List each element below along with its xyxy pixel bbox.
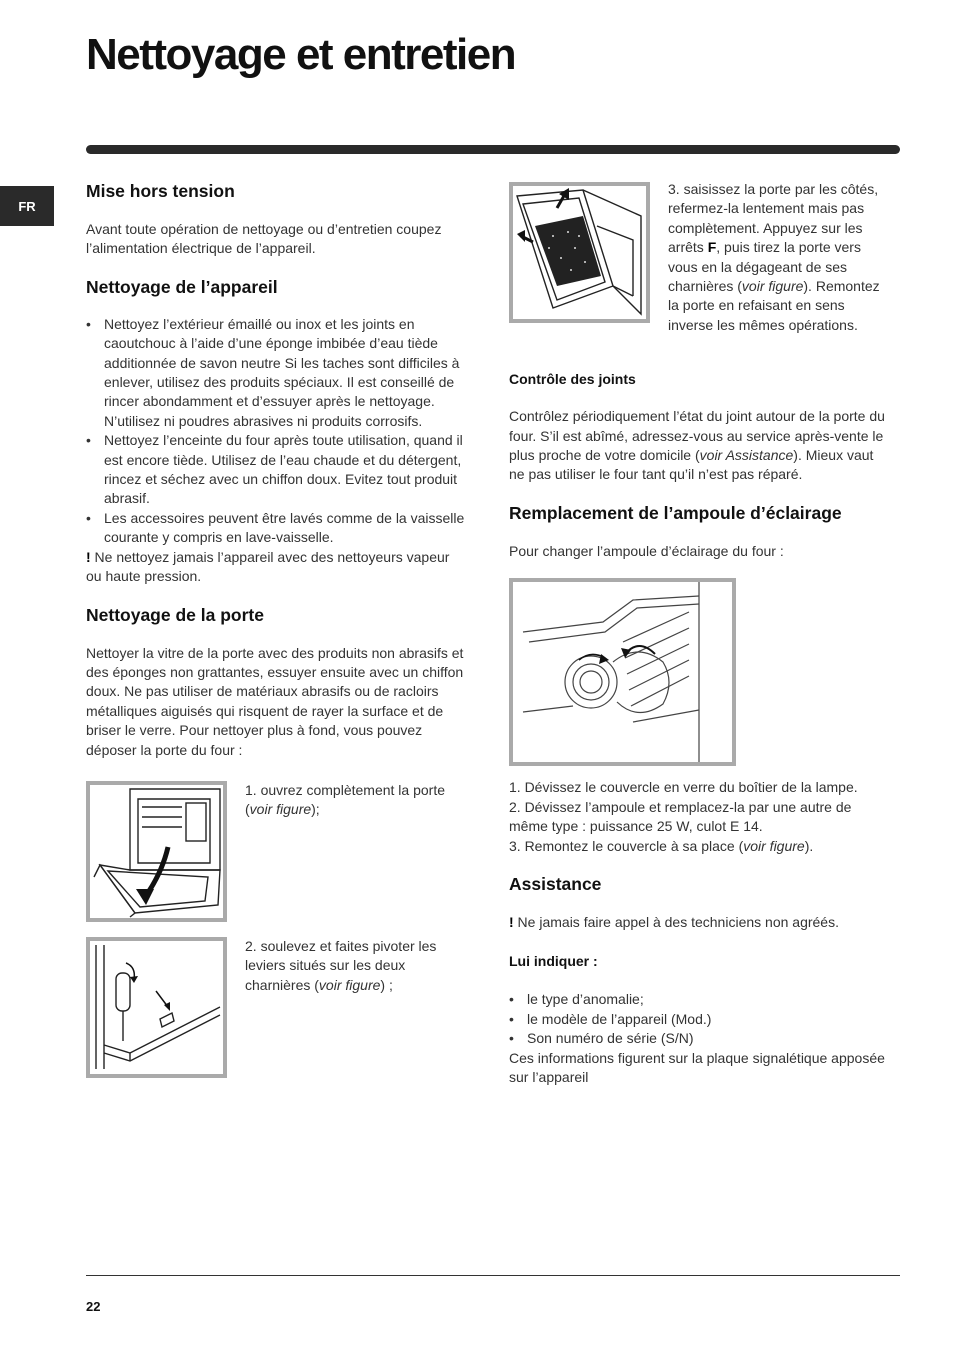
ampoule-step-2: 2. Dévissez l’ampoule et remplacez-la par une autre de même type : puissance 25 W, culot E 14.: [509, 798, 852, 835]
ampoule-step-1: 1. Dévissez le couvercle en verre du boîtier de la lampe.: [509, 779, 858, 796]
warning-mark: !: [509, 913, 514, 930]
warning-mark: !: [86, 548, 91, 565]
assistance-warning: [509, 913, 889, 932]
section-heading-nettoyage-appareil: Nettoyage de l’appareil: [86, 276, 278, 297]
mise-hors-tension-text: Avant toute opération de nettoyage ou d’entretien coupez l’alimentation électrique de l’appareil.: [86, 221, 442, 257]
remove-door-illustration: [513, 186, 646, 319]
figure-reference: voir figure: [318, 976, 381, 993]
nettoyage-appareil-warning: [86, 548, 466, 587]
door-step-1: [86, 781, 466, 922]
ampoule-intro: Pour changer l’ampoule d’éclairage du four :: [509, 542, 784, 559]
section-heading-mise-hors-tension: Mise hors tension: [86, 181, 235, 201]
figure-reference: voir figure: [741, 278, 804, 295]
assistance-footer: Ces informations figurent sur la plaque signalétique apposée sur l’appareil: [509, 1049, 885, 1085]
list-item: • Les accessoires peuvent être lavés comme de la vaisselle courante y compris en lave-vaisselle.: [86, 509, 466, 548]
hinge-lever-illustration: [90, 941, 223, 1074]
header-rule: [86, 145, 900, 154]
ampoule-step-3: [509, 837, 889, 856]
open-door-illustration: [90, 785, 223, 918]
figure-reference: voir figure: [249, 801, 312, 818]
list-item: • Nettoyez l’enceinte du four après toute utilisation, quand il est encore tiède. Utilisez de l’eau chaude et du détergent, rincez et séchez avec un chiffon doux. Evitez tout produit abrasif.: [86, 431, 466, 509]
controle-joints-text: [509, 407, 889, 485]
footer-rule: [86, 1275, 900, 1276]
section-heading-assistance: Assistance: [509, 873, 602, 894]
step-text: 2. soulevez et faites pivoter les leviers situés sur les deux charnières (: [245, 937, 437, 993]
sub-heading-lui-indiquer: Lui indiquer :: [509, 953, 598, 970]
left-column: [86, 180, 466, 1078]
figure-remove-door: [509, 182, 650, 323]
warning-text: Ne jamais faire appel à des techniciens non agréés.: [513, 913, 839, 930]
step-text: 3. Remontez le couvercle à sa place (: [509, 837, 744, 854]
nettoyage-appareil-list: [86, 315, 466, 548]
door-step-2-text: [245, 937, 466, 995]
section-heading-ampoule: Remplacement de l’ampoule d’éclairage: [509, 502, 842, 523]
door-step-3: [509, 182, 889, 335]
step-text-cont: , puis tirez la porte vers vous en la dégageant de ses charnières (: [668, 239, 861, 295]
warning-text: Ne nettoyez jamais l’appareil avec des nettoyeurs vapeur ou haute pression.: [86, 548, 450, 585]
section-heading-controle-joints: Contrôle des joints: [509, 371, 636, 388]
list-item: • Son numéro de série (S/N): [509, 1029, 889, 1048]
figure-open-door: [86, 781, 227, 922]
step-text: 1. ouvrez complètement la porte (: [245, 781, 445, 818]
joints-text-end: ). Mieux vaut ne pas utiliser le four tant qu’il n’est pas réparé.: [509, 447, 874, 483]
step-text-end: );: [311, 801, 320, 818]
door-step-2: [86, 937, 466, 1078]
door-step-3-text: [668, 180, 889, 335]
joints-text: Contrôlez périodiquement l’état du joint autour de la porte du four. S’il est abîmé, adressez-vous au service après-vente le plus proche de votre domicile (: [509, 408, 885, 464]
section-heading-nettoyage-porte: Nettoyage de la porte: [86, 604, 264, 625]
figure-lamp: [509, 578, 736, 766]
step-text-end: ). Remontez la porte en refaisant en sens inverse les mêmes opérations.: [668, 278, 880, 333]
nettoyage-porte-text: Nettoyer la vitre de la porte avec des produits non abrasifs et des éponges non grattantes, essuyer ensuite avec un chiffon doux. Ne pas utiliser de matériaux abrasifs ou de racloirs métalliques aiguisés qui risquent de rayer la surface et de briser le verre. Pour nettoyer plus à fond, vous pouvez déposer la porte du four :: [86, 644, 464, 758]
assistance-list: [509, 990, 889, 1048]
step-text: 3. saisissez la porte par les côtés, refermez-la lentement mais pas complètement. Appuyez sur les arrêts: [668, 181, 879, 256]
step-text-end: ).: [804, 837, 814, 854]
stop-letter-f: F: [707, 239, 717, 256]
list-item: • le modèle de l’appareil (Mod.): [509, 1010, 889, 1029]
list-item: • Nettoyez l’extérieur émaillé ou inox et les joints en caoutchouc à l’aide d’une éponge imbibée d’eau tiède additionnée de savon neutre Si les taches sont difficiles à enlever, utilisez des produits spéciaux. Il est conseillé de rincer abondamment et d’essuyer après le nettoyage. N’utilisez ni poudres abrasives ni produits corrosifs.: [86, 315, 466, 431]
figure-reference: voir figure: [743, 837, 805, 854]
figure-hinge-levers: [86, 937, 227, 1078]
page-number: 22: [86, 1299, 101, 1314]
door-step-1-text: [245, 781, 466, 820]
lamp-illustration: [513, 582, 732, 762]
step-text-end: ) ;: [380, 976, 393, 993]
right-column: [509, 182, 889, 1087]
page-title: Nettoyage et entretien: [86, 30, 516, 79]
language-tab: FR: [0, 186, 54, 226]
list-item: • le type d’anomalie;: [509, 990, 889, 1009]
assistance-reference: voir Assistance: [699, 447, 794, 464]
